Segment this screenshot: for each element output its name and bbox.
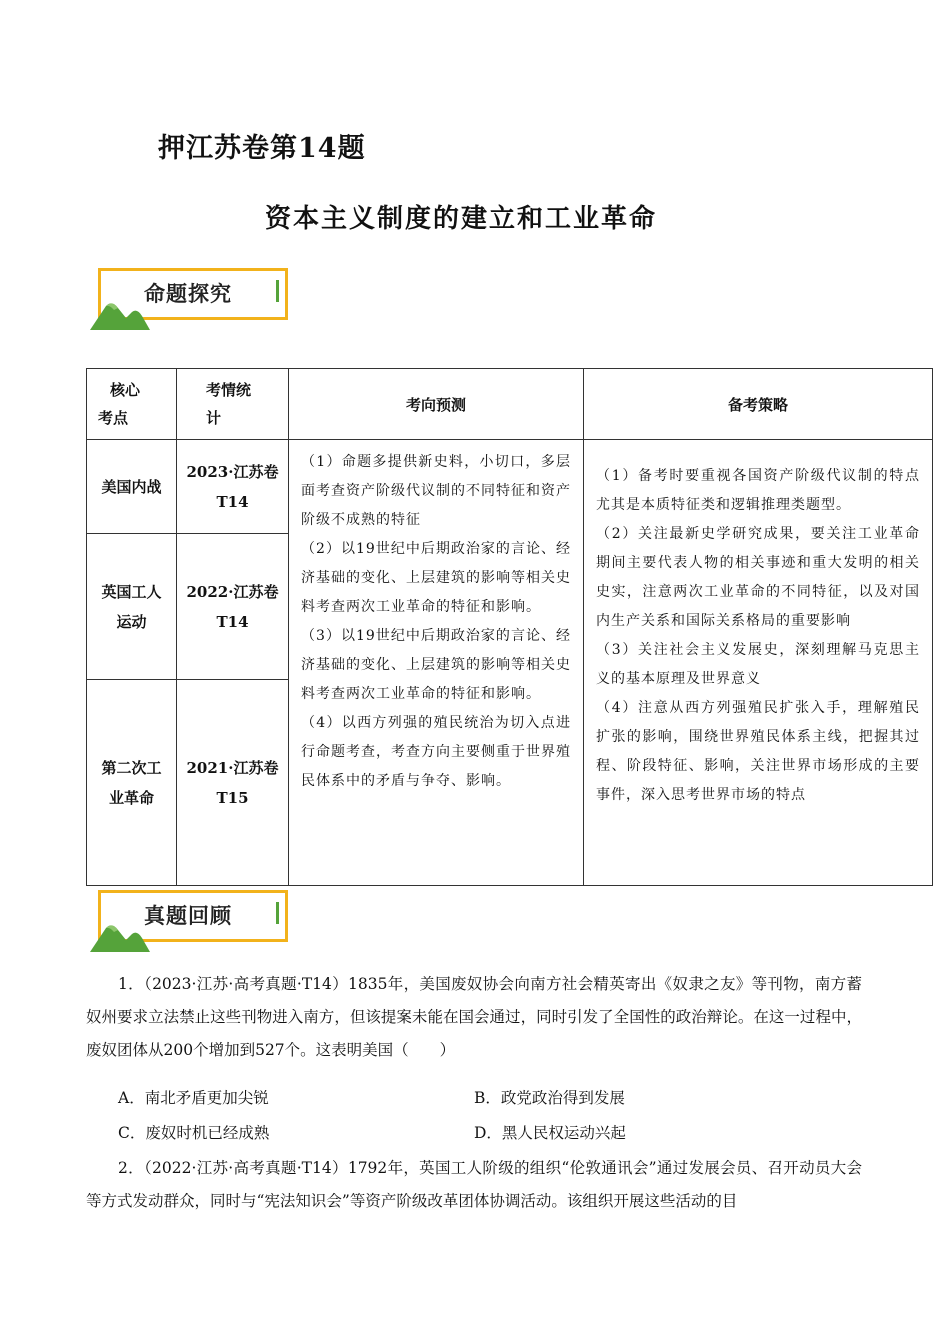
header-strategy: 备考策略 <box>584 369 933 440</box>
page-subtitle: 资本主义制度的建立和工业革命 <box>265 204 658 234</box>
forecast-item: （3）以19世纪中后期政治家的言论、经济基础的变化、上层建筑的影响等相关史料考查两次工业革命的特征和影响。 <box>301 628 571 702</box>
section-badge-past-exams <box>90 888 296 950</box>
core-point-cell <box>87 440 177 534</box>
question-1-option-b[interactable]: B．政党政治得到发展 <box>474 1089 625 1107</box>
header-statistics-line2: 计 <box>206 409 222 427</box>
header-forecast: 考向预测 <box>289 369 584 440</box>
strategy-cell <box>584 440 933 886</box>
badge-label: 真题回顾 <box>144 904 232 928</box>
core-point-cell <box>87 680 177 886</box>
strategy-item: （1）备考时要重视各国资产阶级代议制的特点尤其是本质特征类和逻辑推理类题型。 <box>596 468 920 513</box>
header-statistics <box>177 369 289 440</box>
forecast-cell <box>289 440 584 886</box>
core-point-text-line2: 业革命 <box>108 788 154 807</box>
question-1-option-c[interactable]: C．废奴时机已经成熟 <box>118 1124 270 1142</box>
exam-analysis-table <box>86 368 933 886</box>
badge-label: 命题探究 <box>144 282 232 306</box>
core-point-text: 美国内战 <box>101 477 162 496</box>
core-point-text-line1: 第二次工 <box>101 758 162 777</box>
forecast-item: （4）以西方列强的殖民统治为切入点进行命题考查，考查方向主要侧重于世界殖民体系中的矛盾与争夺、影响。 <box>301 715 571 789</box>
page-title: 押江苏卷第14题 <box>158 133 366 164</box>
forecast-item: （1）命题多提供新史料，小切口，多层面考查资产阶级代议制的不同特征和资产阶级不成熟的特征 <box>301 454 571 528</box>
mountain-icon <box>90 296 150 330</box>
core-point-text-line1: 英国工人 <box>101 582 162 601</box>
statistics-text-line2: T14 <box>216 612 249 631</box>
statistics-cell <box>177 680 289 886</box>
badge-accent-bar <box>276 902 279 924</box>
question-1-option-d[interactable]: D．黑人民权运动兴起 <box>474 1124 626 1142</box>
statistics-cell <box>177 440 289 534</box>
header-statistics-line1: 考情统 <box>206 381 252 399</box>
statistics-text-line1: 2022·江苏卷 <box>186 582 279 601</box>
question-1-stem: 1．（2023·江苏·高考真题·T14）1835年，美国废奴协会向南方社会精英寄出《奴隶之友》等刊物，南方蓄奴州要求立法禁止这些刊物进入南方，但该提案未能在国会通过，同时引发了全国性的政治辩论。在这一过程中，废奴团体从200个增加到527个。这表明美国（ ） <box>86 975 862 1059</box>
question-2-stem: 2．（2022·江苏·高考真题·T14）1792年，英国工人阶级的组织“伦敦通讯会”通过发展会员、召开动员大会等方式发动群众，同时与“宪法知识会”等资产阶级改革团体协调活动。该组织开展这些活动的目 <box>86 1159 862 1210</box>
statistics-text-line2: T15 <box>216 788 249 807</box>
statistics-text-line1: 2023·江苏卷 <box>186 462 279 481</box>
statistics-cell <box>177 534 289 680</box>
core-point-cell <box>87 534 177 680</box>
mountain-icon <box>90 918 150 952</box>
section-badge-propositions <box>90 266 296 328</box>
strategy-item: （2）关注最新史学研究成果，要关注工业革命期间主要代表人物的相关事迹和重大发明的相关史实，注意两次工业革命的不同特征，以及对国内生产关系和国际关系格局的重要影响 <box>596 526 920 629</box>
header-core-point-line1: 核心 <box>110 381 141 399</box>
header-core-point-line2: 考点 <box>98 409 129 427</box>
header-core-point <box>87 369 177 440</box>
table-row <box>87 440 933 534</box>
table-header-row <box>87 369 933 440</box>
badge-accent-bar <box>276 280 279 302</box>
core-point-text-line2: 运动 <box>116 612 147 631</box>
strategy-item: （3）关注社会主义发展史，深刻理解马克思主义的基本原理及世界意义 <box>596 642 920 687</box>
question-1-option-a[interactable]: A．南北矛盾更加尖锐 <box>118 1089 269 1107</box>
forecast-item: （2）以19世纪中后期政治家的言论、经济基础的变化、上层建筑的影响等相关史料考查两次工业革命的特征和影响。 <box>301 541 571 615</box>
statistics-text-line2: T14 <box>216 492 249 511</box>
statistics-text-line1: 2021·江苏卷 <box>186 758 279 777</box>
strategy-item: （4）注意从西方列强殖民扩张入手，理解殖民扩张的影响，围绕世界殖民体系主线，把握其过程、阶段特征、影响，关注世界市场形成的主要事件，深入思考世界市场的特点 <box>596 700 920 803</box>
